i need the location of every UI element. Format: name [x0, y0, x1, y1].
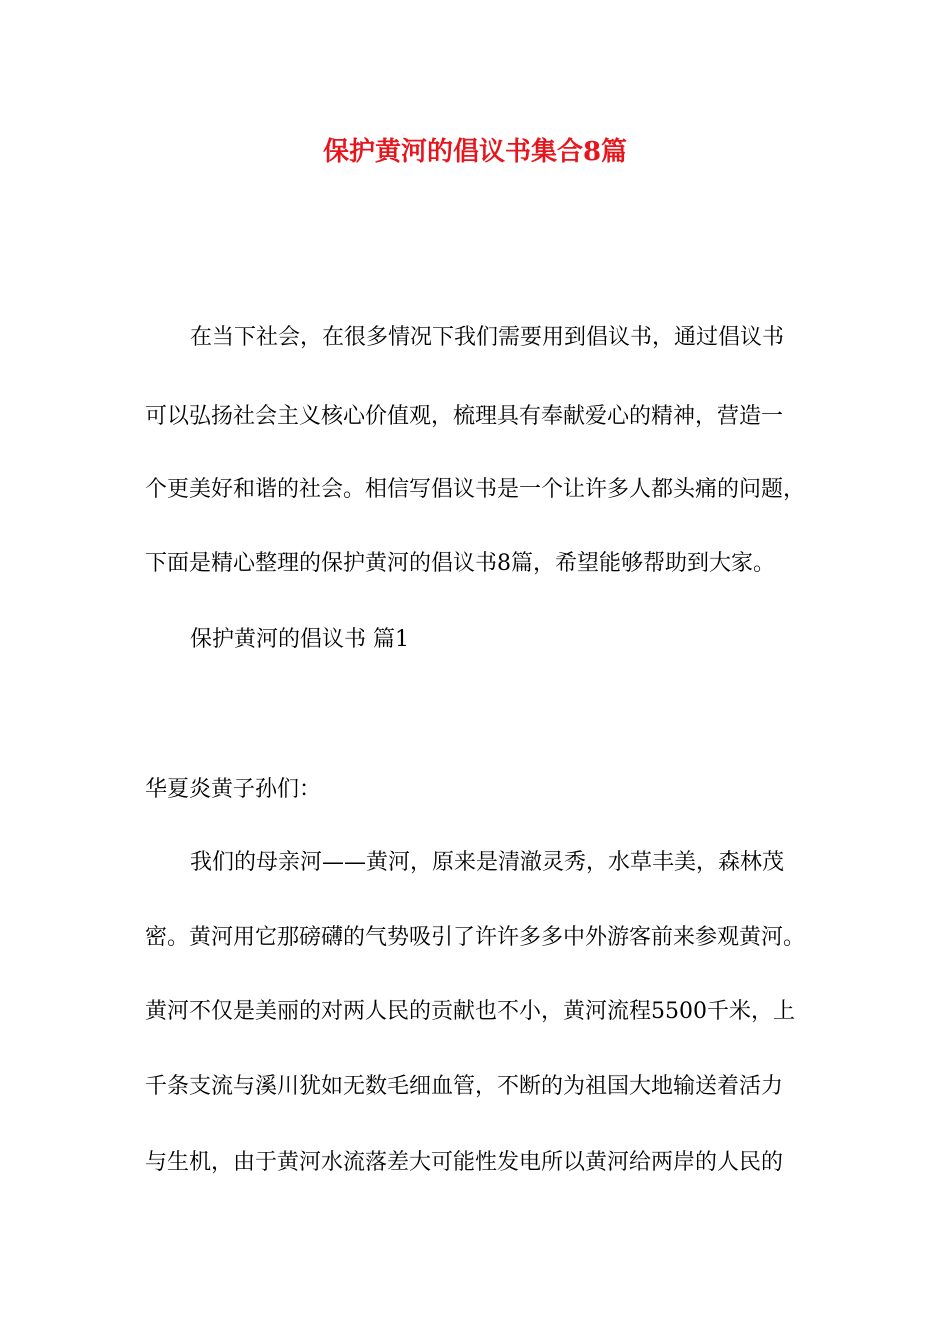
intro-line-1: 在当下社会，在很多情况下我们需要用到倡议书，通过倡议书 [190, 325, 785, 350]
intro-line-4: 下面是精心整理的保护黄河的倡议书8篇，希望能够帮助到大家。 [145, 551, 775, 576]
body-line-4: 千条支流与溪川犹如无数毛细血管，不断的为祖国大地输送着活力 [145, 1074, 784, 1099]
body-line-1: 我们的母亲河——黄河，原来是清澈灵秀，水草丰美，森林茂 [190, 850, 785, 875]
body-line-5: 与生机，由于黄河水流落差大可能性发电所以黄河给两岸的人民的 [145, 1150, 784, 1175]
section-heading: 保护黄河的倡议书 篇1 [190, 627, 409, 652]
intro-line-3: 个更美好和谐的社会。相信写倡议书是一个让许多人都头痛的问题， [145, 477, 806, 502]
body-line-2: 密。黄河用它那磅礴的气势吸引了许许多多中外游客前来参观黄河。 [145, 925, 806, 950]
intro-line-2: 可以弘扬社会主义核心价值观，梳理具有奉献爱心的精神，营造一 [145, 404, 784, 429]
salutation: 华夏炎黄子孙们： [145, 777, 322, 802]
body-line-3: 黄河不仅是美丽的对两人民的贡献也不小，黄河流程5500千米，上 [145, 999, 795, 1024]
document-title: 保护黄河的倡议书集合8篇 [322, 137, 628, 167]
